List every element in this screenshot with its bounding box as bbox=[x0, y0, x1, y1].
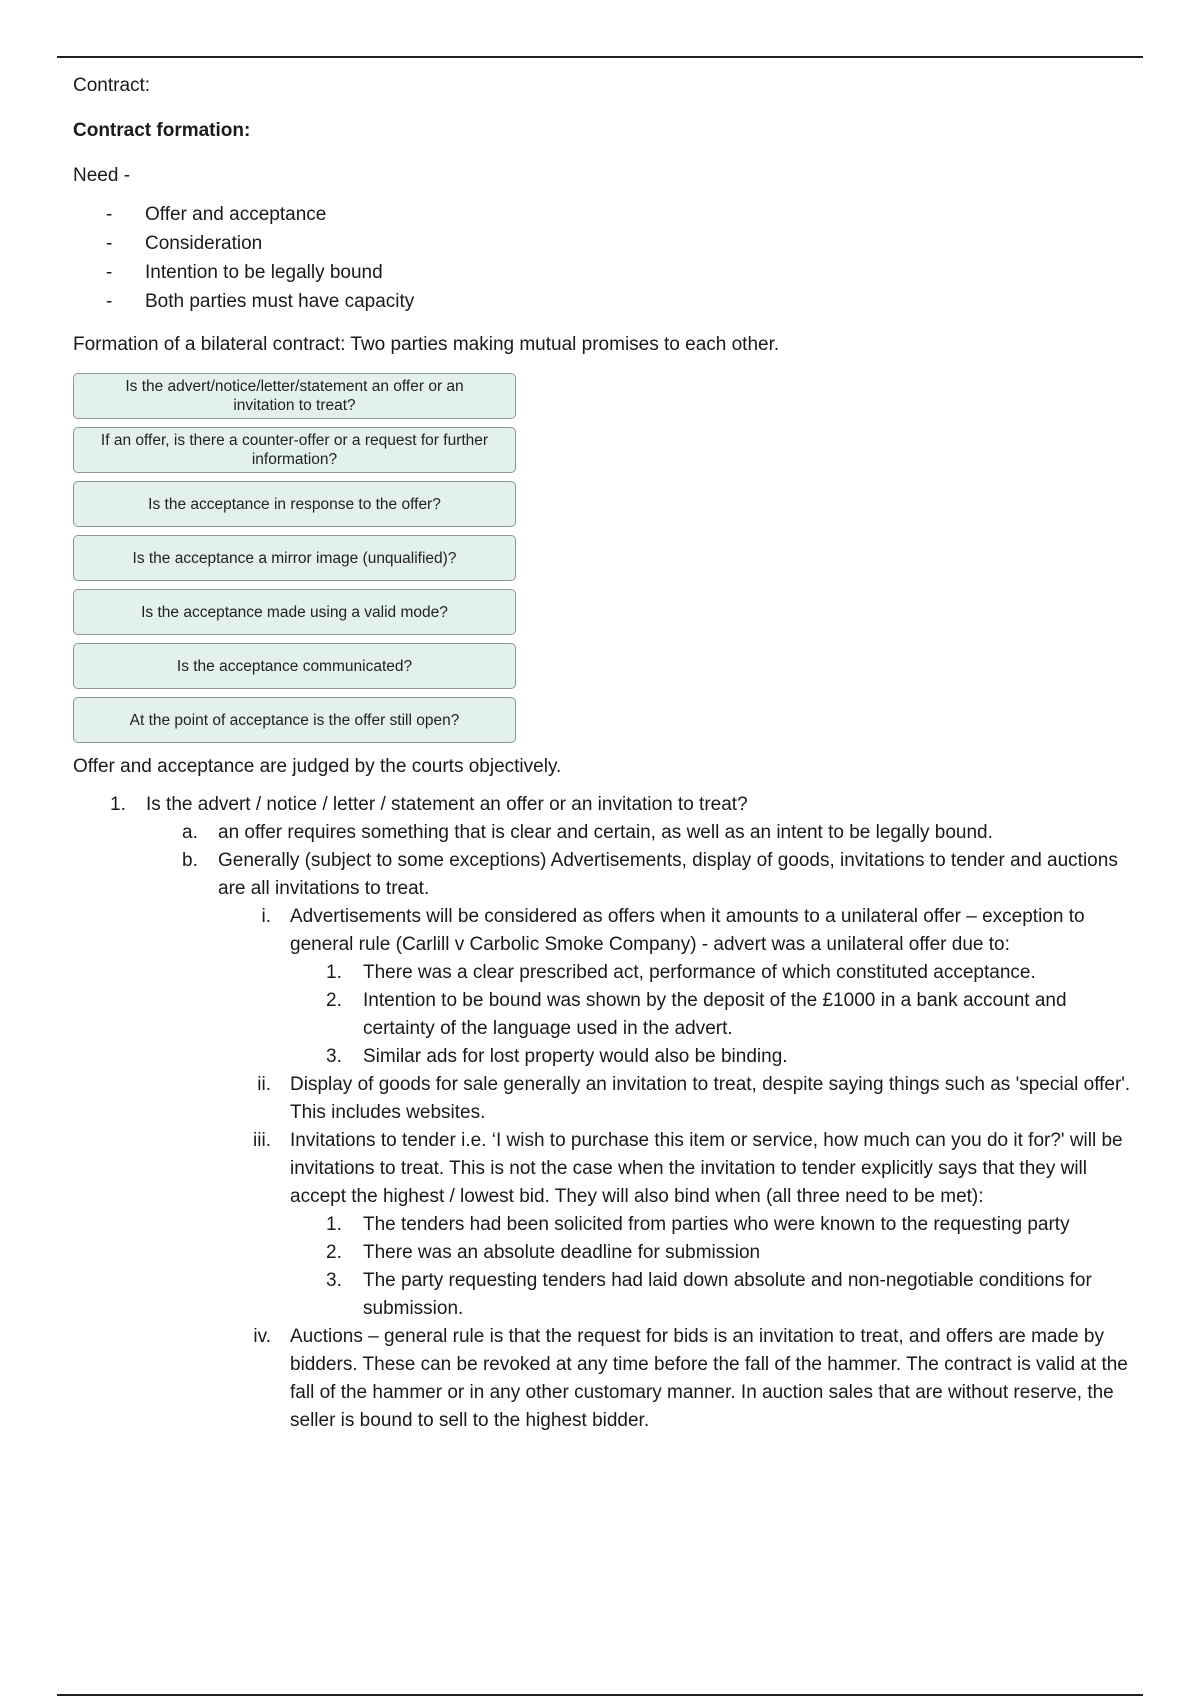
item-text: The party requesting tenders had laid down absolute and non-negotiable conditions for submission. bbox=[363, 1270, 1092, 1319]
item-marker: ii. bbox=[257, 1074, 271, 1095]
item-marker: i. bbox=[261, 906, 271, 927]
list-item bbox=[73, 258, 1143, 287]
flowchart bbox=[73, 373, 516, 743]
bullet-marker: - bbox=[106, 233, 113, 254]
item-marker: 2. bbox=[326, 1242, 342, 1263]
bullet-marker: - bbox=[106, 291, 113, 312]
list-item bbox=[73, 287, 1143, 316]
need-label: Need - bbox=[73, 165, 131, 186]
list-item-text: Both parties must have capacity bbox=[145, 291, 415, 312]
outline-item-i-3 bbox=[73, 1043, 1143, 1071]
item-text: The tenders had been solicited from parties who were known to the requesting party bbox=[363, 1214, 1070, 1235]
bullet-marker: - bbox=[106, 204, 113, 225]
item-marker: iv. bbox=[253, 1326, 271, 1347]
list-item-text: Offer and acceptance bbox=[145, 204, 327, 225]
outline-item-iii-3 bbox=[73, 1267, 1143, 1323]
item-marker: 3. bbox=[326, 1046, 342, 1067]
item-text: Invitations to tender i.e. ‘I wish to purchase this item or service, how much can you do it for?' will be invitations to treat. This is not the case when the invitation to tender explicitly says that they will accept the highest / lowest bid. They will also bind when (all three need to be met): bbox=[290, 1130, 1123, 1207]
item-marker: 1. bbox=[326, 962, 342, 983]
item-marker: 1. bbox=[110, 794, 126, 815]
section-heading: Contract formation: bbox=[73, 120, 251, 141]
formation-sentence: Formation of a bilateral contract: Two parties making mutual promises to each other. bbox=[73, 334, 780, 355]
flowchart-step: Is the advert/notice/letter/statement an offer or an invitation to treat? bbox=[73, 373, 516, 419]
item-marker: iii. bbox=[253, 1130, 271, 1151]
document-title: Contract: bbox=[73, 75, 151, 96]
item-marker: a. bbox=[182, 822, 198, 843]
document-body bbox=[73, 70, 1143, 1435]
item-text: Is the advert / notice / letter / statement an offer or an invitation to treat? bbox=[146, 794, 748, 815]
item-text: Advertisements will be considered as offers when it amounts to a unilateral offer – exception to general rule (Carlill v Carbolic Smoke Company) - advert was a unilateral offer due to: bbox=[290, 906, 1085, 955]
list-item bbox=[73, 200, 1143, 229]
item-text: Intention to be bound was shown by the deposit of the £1000 in a bank account and certainty of the language used in the advert. bbox=[363, 990, 1067, 1039]
outline-item-i-1 bbox=[73, 959, 1143, 987]
list-item bbox=[73, 229, 1143, 258]
item-marker: 3. bbox=[326, 1270, 342, 1291]
outline-item-iii-2 bbox=[73, 1239, 1143, 1267]
item-text: Display of goods for sale generally an invitation to treat, despite saying things such as 'special offer'. This includes websites. bbox=[290, 1074, 1131, 1123]
item-marker: 1. bbox=[326, 1214, 342, 1235]
outline-item-iii bbox=[73, 1127, 1143, 1211]
item-marker: b. bbox=[182, 850, 198, 871]
flowchart-step: Is the acceptance a mirror image (unqualified)? bbox=[73, 535, 516, 581]
outline-item-i-2 bbox=[73, 987, 1143, 1043]
outline-item-iv bbox=[73, 1323, 1143, 1435]
list-item-text: Consideration bbox=[145, 233, 263, 254]
item-text: There was an absolute deadline for submission bbox=[363, 1242, 761, 1263]
objective-sentence: Offer and acceptance are judged by the courts objectively. bbox=[73, 756, 562, 777]
bullet-marker: - bbox=[106, 262, 113, 283]
outline-item-1a bbox=[73, 819, 1143, 847]
outline-item-1b bbox=[73, 847, 1143, 903]
item-text: Auctions – general rule is that the request for bids is an invitation to treat, and offers are made by bidders. These can be revoked at any time before the fall of the hammer. The contract is valid at the fall of the hammer or in any other customary manner. In auction sales that are without reserve, the seller is bound to sell to the highest bidder. bbox=[290, 1326, 1128, 1431]
outline-item-ii bbox=[73, 1071, 1143, 1127]
flowchart-step: Is the acceptance in response to the offer? bbox=[73, 481, 516, 527]
outline-item-1 bbox=[73, 791, 1143, 819]
outline-item-iii-1 bbox=[73, 1211, 1143, 1239]
item-text: an offer requires something that is clear and certain, as well as an intent to be legally bound. bbox=[218, 822, 993, 843]
item-text: Generally (subject to some exceptions) Advertisements, display of goods, invitations to tender and auctions are all invitations to treat. bbox=[218, 850, 1118, 899]
top-rule bbox=[57, 56, 1143, 58]
flowchart-step: Is the acceptance communicated? bbox=[73, 643, 516, 689]
flowchart-step: Is the acceptance made using a valid mode? bbox=[73, 589, 516, 635]
flowchart-step: If an offer, is there a counter-offer or a request for further information? bbox=[73, 427, 516, 473]
outline-item-i bbox=[73, 903, 1143, 959]
item-marker: 2. bbox=[326, 990, 342, 1011]
item-text: Similar ads for lost property would also be binding. bbox=[363, 1046, 788, 1067]
item-text: There was a clear prescribed act, performance of which constituted acceptance. bbox=[363, 962, 1036, 983]
flowchart-step: At the point of acceptance is the offer still open? bbox=[73, 697, 516, 743]
requirements-list bbox=[73, 200, 1143, 316]
bottom-rule bbox=[57, 1694, 1143, 1696]
list-item-text: Intention to be legally bound bbox=[145, 262, 383, 283]
